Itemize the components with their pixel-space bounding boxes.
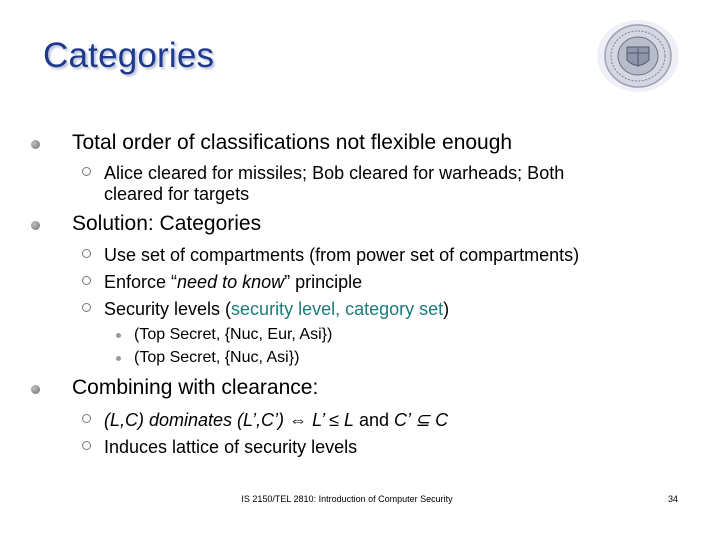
bullet-dot-icon: [31, 385, 40, 394]
sub-sub-bullet-top-secret-1: (Top Secret, {Nuc, Eur, Asi}): [134, 326, 333, 343]
need-to-know-pre: Enforce “: [104, 272, 178, 292]
sub-sub-bullet-top-secret-2: (Top Secret, {Nuc, Asi}): [134, 349, 300, 366]
dominates-relation: (L,C) dominates (L’,C’): [104, 410, 285, 430]
page-number: 34: [668, 494, 679, 504]
sub-bullet-ring-icon: [82, 303, 91, 312]
sub-bullet-dominates: [104, 410, 448, 431]
and-word: and: [354, 410, 395, 430]
sub-bullet-alice-bob-line1: Alice cleared for missiles; Bob cleared for warheads; Both: [104, 163, 565, 183]
iff-symbol: ⇔: [284, 410, 313, 430]
category-subset: C’ ⊆ C: [394, 410, 449, 430]
footer-text: IS 2150/TEL 2810: Introduction of Computer Security: [241, 494, 453, 504]
sub-bullet-ring-icon: [82, 414, 91, 423]
sub-bullet-lattice: Induces lattice of security levels: [104, 437, 358, 457]
sub-bullet-alice-bob-line2: cleared for targets: [104, 184, 250, 204]
bullet-classifications: Total order of classifications not flexible enough: [72, 131, 513, 154]
bullet-dot-icon: [31, 221, 40, 230]
sub-bullet-ring-icon: [82, 441, 91, 450]
sub-bullet-ring-icon: [82, 276, 91, 285]
sub-sub-bullet-dot-icon: [116, 333, 121, 338]
university-seal-icon: [596, 19, 680, 93]
security-levels-post: ): [443, 299, 450, 319]
need-to-know-italic: need to know: [177, 272, 285, 292]
sub-bullet-compartments: Use set of compartments (from power set of compartments): [104, 245, 580, 265]
security-levels-pre: Security levels (: [104, 299, 232, 319]
sub-bullet-alice-bob: [104, 163, 564, 205]
bullet-solution: Solution: Categories: [72, 212, 262, 235]
sub-sub-bullet-dot-icon: [116, 356, 121, 361]
slide-footer: [0, 494, 720, 504]
need-to-know-post: ” principle: [284, 272, 363, 292]
security-levels-teal: security level, category set: [231, 299, 444, 319]
sub-bullet-security-levels: [104, 299, 449, 320]
bullet-dot-icon: [31, 140, 40, 149]
sub-bullet-need-to-know: [104, 272, 362, 293]
slide-title: Categories: [43, 36, 215, 75]
sub-bullet-ring-icon: [82, 249, 91, 258]
sub-bullet-ring-icon: [82, 167, 91, 176]
bullet-combining: Combining with clearance:: [72, 376, 319, 399]
level-comparison: L’ ≤ L: [312, 410, 354, 430]
